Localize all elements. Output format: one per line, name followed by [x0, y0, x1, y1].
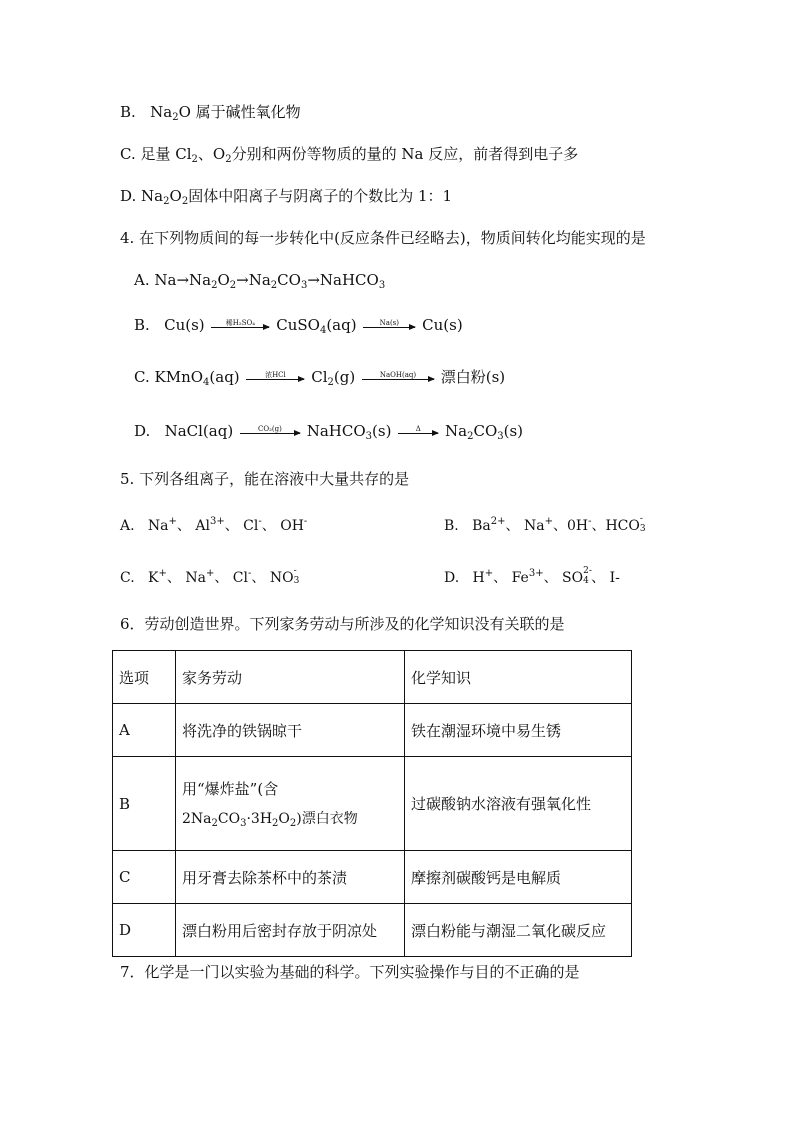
table-cell: C [113, 851, 176, 904]
labor-line-1: 用“爆炸盐”(含 [182, 779, 279, 798]
q3-option-b: B. $Na_2O$ 属于碱性氧化物 [120, 103, 301, 123]
q4-option-a: A. $Na\to Na_2O_2\to Na_2CO_3\to NaHCO_3$ [134, 271, 386, 291]
table-cell [176, 757, 405, 851]
table-row [113, 704, 632, 757]
labor-line-2: $2Na_2CO_3\cdot 3H_2O_2$)漂白衣物 [182, 810, 358, 829]
table-cell: 用牙膏去除茶杯中的茶渍 [176, 851, 405, 904]
q3-option-d: D. $Na_2O_2$固体中阳离子与阴离子的个数比为 1：1 [120, 187, 453, 207]
q6-stem: 6．劳动创造世界。下列家务劳动与所涉及的化学知识没有关联的是 [120, 615, 565, 633]
q5-option-c: C. K+、 Na+、 Cl-、 NO - 3 [120, 566, 300, 586]
table-header: 选项 [113, 651, 176, 704]
q5-option-d: D. H+、 $Fe^{3+}$、 SO 2- 4 、 I- [444, 566, 620, 586]
q5-option-b: B. $Ba^{2+}$、 Na+、0H-、HCO - 3 [444, 514, 646, 534]
table-cell: A [113, 704, 176, 757]
table-cell: 过碳酸钠水溶液有强氧化性 [405, 757, 632, 851]
q5-option-a: A. Na+、 $Al^{3+}$、 Cl-、 OH- [120, 516, 308, 534]
reaction-arrow: NaOH(aq) [362, 371, 434, 380]
reaction-arrow: Δ [398, 425, 438, 434]
table-row [113, 904, 632, 957]
table-row [113, 757, 632, 851]
reaction-arrow: Na(s) [363, 319, 415, 328]
table-cell: 漂白粉用后密封存放于阴凉处 [176, 904, 405, 957]
reaction-arrow: 浓HCl [246, 371, 304, 380]
table-cell: 摩擦剂碳酸钙是电解质 [405, 851, 632, 904]
table-cell: 漂白粉能与潮湿二氧化碳反应 [405, 904, 632, 957]
reaction-arrow: 稀H₂SO₄ [211, 319, 269, 328]
table-cell: 铁在潮湿环境中易生锈 [405, 704, 632, 757]
table-header-row [113, 651, 632, 704]
q4-option-c: C. KMnO$_4$(aq) 浓HCl $Cl_2(g)$ NaOH(aq) 漂白粉(s) [134, 368, 506, 388]
table-cell: B [113, 757, 176, 851]
table-cell: D [113, 904, 176, 957]
q7-stem: 7．化学是一门以实验为基础的科学。下列实验操作与目的不正确的是 [120, 963, 580, 981]
table-header: 家务劳动 [176, 651, 405, 704]
q6-table [112, 650, 632, 957]
q5-stem: 5. 下列各组离子，能在溶液中大量共存的是 [120, 470, 410, 488]
q4-option-d: D. NaCl(aq) CO₂(g) NaHCO$_3$(s) Δ $Na_2CO_3(s)$ [134, 422, 524, 442]
table-row [113, 851, 632, 904]
q4-option-b: B. Cu(s) 稀H₂SO₄ CuSO$_4$(aq) Na(s) Cu(s) [134, 316, 463, 336]
reaction-arrow: CO₂(g) [240, 425, 300, 434]
table-header: 化学知识 [405, 651, 632, 704]
q3-option-c: C. 足量 $Cl_2$、$O_2$分别和两份等物质的量的 Na 反应，前者得到电子多 [120, 145, 579, 165]
q4-stem: 4. 在下列物质间的每一步转化中(反应条件已经略去)，物质间转化均能实现的是 [120, 229, 646, 247]
table-cell: 将洗净的铁锅晾干 [176, 704, 405, 757]
